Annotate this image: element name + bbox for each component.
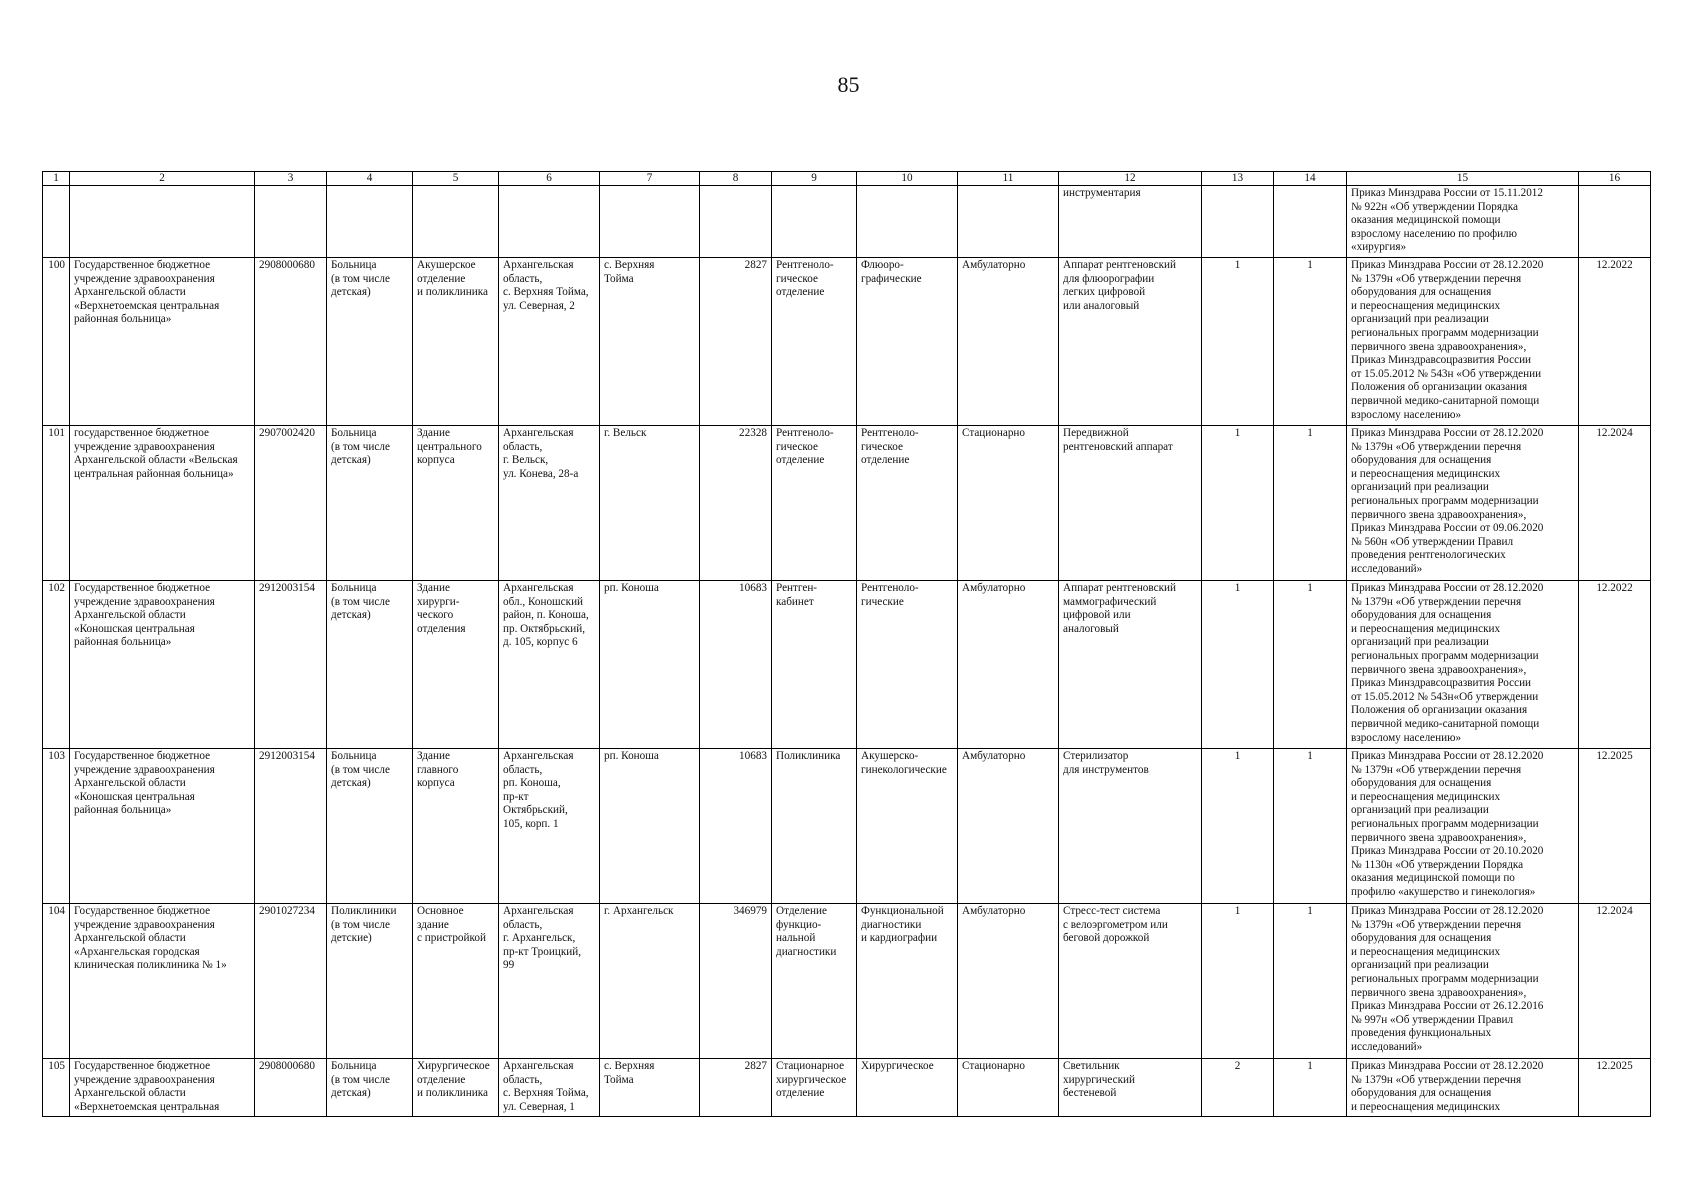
quantity-cell	[1274, 186, 1347, 258]
column-header: 10	[857, 172, 958, 186]
profile-cell: Акушерско- гинекологические	[857, 748, 958, 903]
header-row	[43, 172, 1651, 186]
department-cell: Отделение функцио- нальной диагностики	[772, 903, 857, 1058]
settlement-cell: рп. Коноша	[600, 580, 700, 748]
population-cell	[700, 186, 772, 258]
column-header: 1	[43, 172, 70, 186]
column-header: 3	[255, 172, 327, 186]
department-cell	[772, 186, 857, 258]
institution-cell	[70, 186, 255, 258]
regulation-cell: Приказ Минздрава России от 28.12.2020 № 1379н «Об утверждении перечня оборудования для оснащения и переоснащения медицинских организаций при реализации региональных программ модернизации первичного звена здравоохранения», Приказ Минздравсоцразвития России от 15.05.2012 № 543н «Об утверждении Положения об организации оказания первичной медико-санитарной помощи взрослому населению»	[1347, 257, 1579, 425]
institution-cell: государственное бюджетное учреждение здравоохранения Архангельской области «Вельская центральная районная больница»	[70, 425, 255, 580]
population-cell: 2827	[700, 257, 772, 425]
address-cell: Архангельская область, рп. Коноша, пр-кт Октябрьский, 105, корп. 1	[499, 748, 600, 903]
quantity-cell: 1	[1202, 748, 1274, 903]
equipment-cell: Стресс-тест система с велоэргометром или беговой дорожкой	[1059, 903, 1202, 1058]
column-header: 7	[600, 172, 700, 186]
institution-cell: Государственное бюджетное учреждение здравоохранения Архангельской области «Верхнетоемская центральная районная больница»	[70, 257, 255, 425]
care-mode-cell: Амбулаторно	[958, 903, 1059, 1058]
quantity-cell	[1202, 186, 1274, 258]
address-cell: Архангельская область, г. Вельск, ул. Конева, 28-а	[499, 425, 600, 580]
building-cell: Здание хирурги- ческого отделения	[413, 580, 499, 748]
address-cell: Архангельская область, г. Архангельск, пр-кт Троицкий, 99	[499, 903, 600, 1058]
building-cell: Основное здание с пристройкой	[413, 903, 499, 1058]
institution-cell: Государственное бюджетное учреждение здравоохранения Архангельской области «Коношская центральная районная больница»	[70, 580, 255, 748]
equipment-cell: инструментария	[1059, 186, 1202, 258]
population-cell: 346979	[700, 903, 772, 1058]
column-header: 4	[327, 172, 413, 186]
quantity-cell: 1	[1202, 903, 1274, 1058]
address-cell: Архангельская область, с. Верхняя Тойма, ул. Северная, 2	[499, 257, 600, 425]
equipment-cell: Стерилизатор для инструментов	[1059, 748, 1202, 903]
building-cell: Здание центрального корпуса	[413, 425, 499, 580]
date-cell: 12.2022	[1579, 257, 1651, 425]
regulation-cell: Приказ Минздрава России от 28.12.2020 № 1379н «Об утверждении перечня оборудования для оснащения и переоснащения медицинских организаций при реализации региональных программ модернизации первичного звена здравоохранения», Приказ Минздравсоцразвития России от 15.05.2012 № 543н«Об утверждении Положения об организации оказания первичной медико-санитарной помощи взрослому населению»	[1347, 580, 1579, 748]
facility-type-cell: Больница (в том числе детская)	[327, 748, 413, 903]
row-number-cell: 104	[43, 903, 70, 1058]
quantity-cell: 1	[1274, 425, 1347, 580]
table-row	[43, 425, 1651, 580]
equipment-cell: Аппарат рентгеновский для флюорографии легких цифровой или аналоговый	[1059, 257, 1202, 425]
date-cell: 12.2022	[1579, 580, 1651, 748]
quantity-cell: 2	[1202, 1058, 1274, 1116]
facility-type-cell: Поликлиники (в том числе детские)	[327, 903, 413, 1058]
care-mode-cell: Амбулаторно	[958, 257, 1059, 425]
regulation-cell: Приказ Минздрава России от 15.11.2012 № 922н «Об утверждении Порядка оказания медицинской помощи взрослому населению по профилю «хирургия»	[1347, 186, 1579, 258]
settlement-cell: рп. Коноша	[600, 748, 700, 903]
quantity-cell: 1	[1274, 903, 1347, 1058]
date-cell: 12.2025	[1579, 1058, 1651, 1116]
equipment-cell: Передвижной рентгеновский аппарат	[1059, 425, 1202, 580]
equipment-table	[42, 171, 1651, 1117]
address-cell: Архангельская обл., Коношский район, п. Коноша, пр. Октябрьский, д. 105, корпус 6	[499, 580, 600, 748]
care-mode-cell: Стационарно	[958, 425, 1059, 580]
facility-type-cell: Больница (в том числе детская)	[327, 257, 413, 425]
population-cell: 22328	[700, 425, 772, 580]
date-cell: 12.2025	[1579, 748, 1651, 903]
regulation-cell: Приказ Минздрава России от 28.12.2020 № 1379н «Об утверждении перечня оборудования для оснащения и переоснащения медицинских организаций при реализации региональных программ модернизации первичного звена здравоохранения», Приказ Минздрава России от 26.12.2016 № 997н «Об утверждении Правил проведения функциональных исследований»	[1347, 903, 1579, 1058]
row-number-cell: 103	[43, 748, 70, 903]
column-header: 16	[1579, 172, 1651, 186]
regulation-cell: Приказ Минздрава России от 28.12.2020 № 1379н «Об утверждении перечня оборудования для оснащения и переоснащения медицинских организаций при реализации региональных программ модернизации первичного звена здравоохранения», Приказ Минздрава России от 09.06.2020 № 560н «Об утверждении Правил проведения рентгенологических исследований»	[1347, 425, 1579, 580]
regulation-cell: Приказ Минздрава России от 28.12.2020 № 1379н «Об утверждении перечня оборудования для оснащения и переоснащения медицинских	[1347, 1058, 1579, 1116]
building-cell: Хирургическое отделение и поликлиника	[413, 1058, 499, 1116]
quantity-cell: 1	[1274, 580, 1347, 748]
date-cell: 12.2024	[1579, 903, 1651, 1058]
column-header: 5	[413, 172, 499, 186]
building-cell: Акушерское отделение и поликлиника	[413, 257, 499, 425]
profile-cell: Рентгеноло- гическое отделение	[857, 425, 958, 580]
row-number-cell	[43, 186, 70, 258]
facility-type-cell: Больница (в том числе детская)	[327, 425, 413, 580]
row-number-cell: 100	[43, 257, 70, 425]
department-cell: Стационарное хирургическое отделение	[772, 1058, 857, 1116]
row-number-cell: 102	[43, 580, 70, 748]
inn-cell: 2908000680	[255, 257, 327, 425]
address-cell: Архангельская область, с. Верхняя Тойма, ул. Северная, 1	[499, 1058, 600, 1116]
care-mode-cell: Стационарно	[958, 1058, 1059, 1116]
row-number-cell: 101	[43, 425, 70, 580]
table-row	[43, 186, 1651, 258]
profile-cell	[857, 186, 958, 258]
table-row	[43, 748, 1651, 903]
profile-cell: Функциональной диагностики и кардиографии	[857, 903, 958, 1058]
table-row	[43, 580, 1651, 748]
care-mode-cell: Амбулаторно	[958, 580, 1059, 748]
population-cell: 2827	[700, 1058, 772, 1116]
table-row	[43, 257, 1651, 425]
quantity-cell: 1	[1274, 748, 1347, 903]
column-header: 13	[1202, 172, 1274, 186]
quantity-cell: 1	[1274, 257, 1347, 425]
profile-cell: Хирургическое	[857, 1058, 958, 1116]
column-header: 2	[70, 172, 255, 186]
department-cell: Рентген- кабинет	[772, 580, 857, 748]
inn-cell: 2912003154	[255, 580, 327, 748]
column-header: 9	[772, 172, 857, 186]
settlement-cell: с. Верхняя Тойма	[600, 1058, 700, 1116]
equipment-cell: Светильник хирургический бестеневой	[1059, 1058, 1202, 1116]
settlement-cell: с. Верхняя Тойма	[600, 257, 700, 425]
inn-cell	[255, 186, 327, 258]
quantity-cell: 1	[1202, 425, 1274, 580]
quantity-cell: 1	[1202, 257, 1274, 425]
settlement-cell: г. Архангельск	[600, 903, 700, 1058]
date-cell: 12.2024	[1579, 425, 1651, 580]
column-header: 15	[1347, 172, 1579, 186]
department-cell: Поликлиника	[772, 748, 857, 903]
population-cell: 10683	[700, 580, 772, 748]
page-number: 85	[837, 72, 860, 97]
facility-type-cell: Больница (в том числе детская)	[327, 1058, 413, 1116]
row-number-cell: 105	[43, 1058, 70, 1116]
quantity-cell: 1	[1202, 580, 1274, 748]
date-cell	[1579, 186, 1651, 258]
column-header: 6	[499, 172, 600, 186]
inn-cell: 2907002420	[255, 425, 327, 580]
table-row	[43, 903, 1651, 1058]
building-cell: Здание главного корпуса	[413, 748, 499, 903]
department-cell: Рентгеноло- гическое отделение	[772, 425, 857, 580]
regulation-cell: Приказ Минздрава России от 28.12.2020 № 1379н «Об утверждении перечня оборудования для оснащения и переоснащения медицинских организаций при реализации региональных программ модернизации первичного звена здравоохранения», Приказ Минздрава России от 20.10.2020 № 1130н «Об утверждении Порядка оказания медицинской помощи по профилю «акушерство и гинекология»	[1347, 748, 1579, 903]
column-header: 12	[1059, 172, 1202, 186]
quantity-cell: 1	[1274, 1058, 1347, 1116]
profile-cell: Флюоро- графические	[857, 257, 958, 425]
equipment-cell: Аппарат рентгеновский маммографический цифровой или аналоговый	[1059, 580, 1202, 748]
column-header: 14	[1274, 172, 1347, 186]
institution-cell: Государственное бюджетное учреждение здравоохранения Архангельской области «Коношская центральная районная больница»	[70, 748, 255, 903]
department-cell: Рентгеноло- гическое отделение	[772, 257, 857, 425]
column-header: 8	[700, 172, 772, 186]
institution-cell: Государственное бюджетное учреждение здравоохранения Архангельской области «Верхнетоемская центральная	[70, 1058, 255, 1116]
settlement-cell	[600, 186, 700, 258]
profile-cell: Рентгеноло- гические	[857, 580, 958, 748]
inn-cell: 2901027234	[255, 903, 327, 1058]
facility-type-cell: Больница (в том числе детская)	[327, 580, 413, 748]
care-mode-cell: Амбулаторно	[958, 748, 1059, 903]
settlement-cell: г. Вельск	[600, 425, 700, 580]
inn-cell: 2908000680	[255, 1058, 327, 1116]
column-header: 11	[958, 172, 1059, 186]
facility-type-cell	[327, 186, 413, 258]
care-mode-cell	[958, 186, 1059, 258]
table-row	[43, 1058, 1651, 1116]
address-cell	[499, 186, 600, 258]
population-cell: 10683	[700, 748, 772, 903]
institution-cell: Государственное бюджетное учреждение здравоохранения Архангельской области «Архангельская городская клиническая поликлиника № 1»	[70, 903, 255, 1058]
inn-cell: 2912003154	[255, 748, 327, 903]
building-cell	[413, 186, 499, 258]
